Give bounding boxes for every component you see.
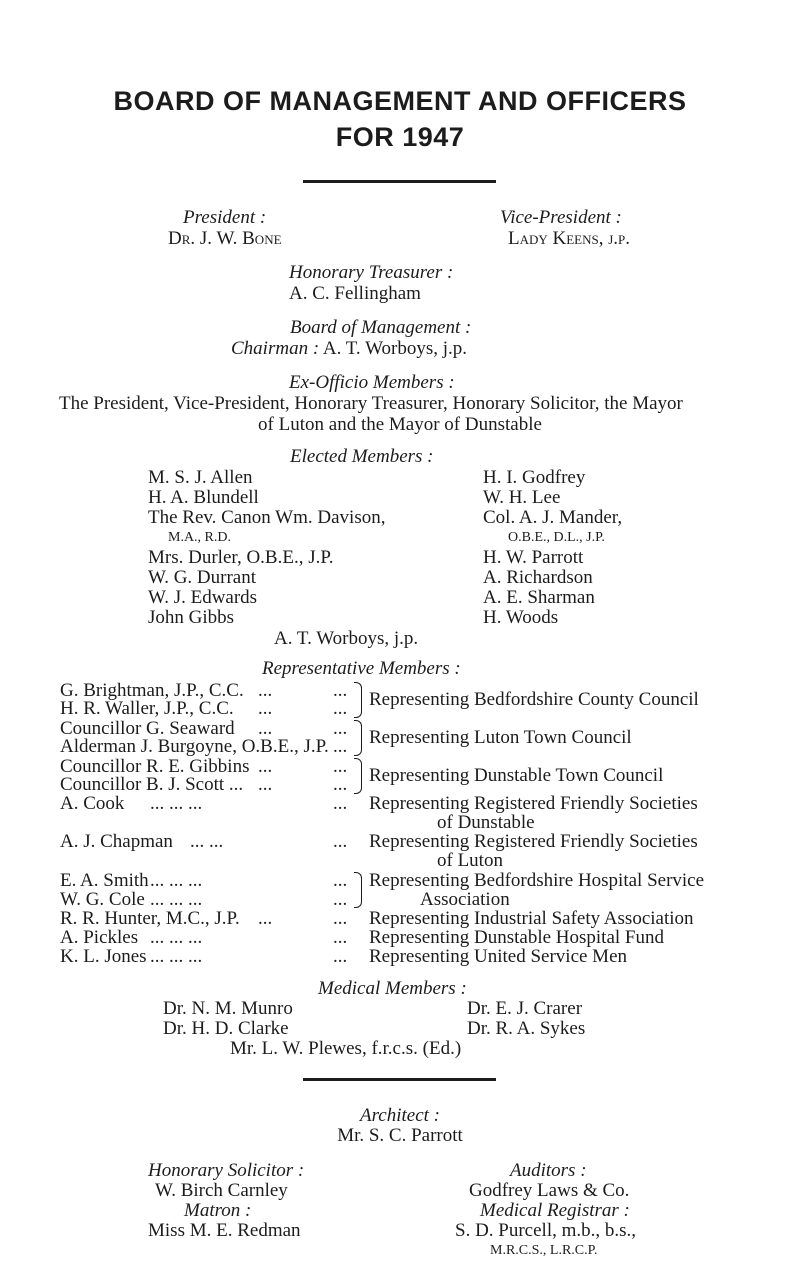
ex-officio-line2 <box>0 414 800 436</box>
elected-left-4: Mrs. Durler, O.B.E., J.P. <box>148 547 334 568</box>
president-label: President : <box>183 207 267 228</box>
elected-right-2: Col. A. J. Mander, <box>483 507 623 528</box>
rep-conn-9: ... <box>333 889 348 910</box>
medical-right-1: Dr. R. A. Sykes <box>467 1018 586 1039</box>
elected-left-2: The Rev. Canon Wm. Davison, <box>148 507 386 528</box>
rep-conn-1: ... <box>333 698 348 719</box>
rep-conn-11: ... <box>333 927 348 948</box>
chairman-label: Chairman : <box>231 338 320 359</box>
rep-desc-1: Representing Luton Town Council <box>369 727 632 748</box>
elected-right-3: O.B.E., D.L., J.P. <box>508 530 605 545</box>
auditors-label: Auditors : <box>510 1160 587 1181</box>
rep-desc-0: Representing Bedfordshire County Council <box>369 689 699 710</box>
rep-conn-3: ... <box>333 736 348 757</box>
rep-conn-8: ... <box>333 870 348 891</box>
chairman-name: A. T. Worboys, j.p. <box>322 338 468 359</box>
rep-dots-5: ... <box>258 774 273 795</box>
matron-label: Matron : <box>184 1200 252 1221</box>
president-name: Dr. J. W. Bone <box>168 228 282 249</box>
elected-center: A. T. Worboys, j.p. <box>274 628 419 649</box>
rep-name-10: R. R. Hunter, M.C., J.P. <box>60 908 240 929</box>
elected-right-5: A. Richardson <box>483 567 593 588</box>
rep-desc-4: of Dunstable <box>437 812 535 833</box>
rep-conn-0: ... <box>333 680 348 701</box>
rep-conn-7: ... <box>333 831 348 852</box>
rep-conn-10: ... <box>333 908 348 929</box>
registrar-name: S. D. Purcell, m.b., b.s., <box>455 1220 637 1241</box>
rep-dots-7: ... ... <box>190 831 224 852</box>
brace-hospital-service <box>354 872 362 908</box>
section-divider <box>303 1078 496 1081</box>
rep-conn-4: ... <box>333 756 348 777</box>
treasurer-label: Honorary Treasurer : <box>289 262 454 283</box>
rep-dots-9: ... ... ... <box>150 889 203 910</box>
solicitor-name: W. Birch Carnley <box>155 1180 288 1201</box>
representative-label: Representative Members : <box>262 658 461 679</box>
registrar-quals: M.R.C.S., L.R.C.P. <box>490 1243 598 1258</box>
rep-name-0: G. Brightman, J.P., C.C. <box>60 680 244 701</box>
rep-desc-8: Association <box>420 889 510 910</box>
rep-name-8: E. A. Smith <box>60 870 149 891</box>
rep-desc-7: Representing Bedfordshire Hospital Service <box>369 870 705 891</box>
ex-officio-label: Ex-Officio Members : <box>289 372 455 393</box>
page-title-line2: FOR 1947 <box>335 122 465 152</box>
rep-conn-12: ... <box>333 946 348 967</box>
elected-label: Elected Members : <box>290 446 434 467</box>
rep-name-4: Councillor R. E. Gibbins <box>60 756 250 777</box>
rep-desc-9: Representing Industrial Safety Association <box>369 908 694 929</box>
matron-name: Miss M. E. Redman <box>148 1220 301 1241</box>
medical-label: Medical Members : <box>318 978 467 999</box>
registrar-label: Medical Registrar : <box>480 1200 630 1221</box>
vice-president-label: Vice-President : <box>500 207 622 228</box>
elected-left-1: H. A. Blundell <box>148 487 259 508</box>
ex-officio-line1: The President, Vice-President, Honorary Treasurer, Honorary Solicitor, the Mayor <box>59 393 683 414</box>
rep-name-3: Alderman J. Burgoyne, O.B.E., J.P. <box>60 736 329 757</box>
medical-left-0: Dr. N. M. Munro <box>163 998 293 1019</box>
rep-desc-10: Representing Dunstable Hospital Fund <box>369 927 664 948</box>
rep-conn-6: ... <box>333 793 348 814</box>
ex-officio-line2-text: of Luton and the Mayor of Dunstable <box>258 414 542 435</box>
rep-dots-8: ... ... ... <box>150 870 203 891</box>
rep-conn-2: ... <box>333 718 348 739</box>
rep-dots-10: ... <box>258 908 273 929</box>
brace-bedfordshire-cc <box>354 682 362 718</box>
board-label: Board of Management : <box>290 317 472 338</box>
rep-dots-11: ... ... ... <box>150 927 203 948</box>
rep-name-9: W. G. Cole <box>60 889 145 910</box>
architect-name: Mr. S. C. Parrott <box>337 1125 463 1146</box>
title-divider <box>303 180 496 183</box>
elected-right-0: H. I. Godfrey <box>483 467 586 488</box>
rep-desc-6: of Luton <box>437 850 503 871</box>
rep-name-7: A. J. Chapman <box>60 831 173 852</box>
rep-dots-6: ... ... ... <box>150 793 203 814</box>
elected-right-1: W. H. Lee <box>483 487 561 508</box>
page-title-line1: BOARD OF MANAGEMENT AND OFFICERS <box>113 86 687 116</box>
elected-right-4: H. W. Parrott <box>483 547 584 568</box>
rep-name-1: H. R. Waller, J.P., C.C. <box>60 698 234 719</box>
medical-right-0: Dr. E. J. Crarer <box>467 998 583 1019</box>
auditors-name: Godfrey Laws & Co. <box>469 1180 630 1201</box>
rep-name-5: Councillor B. J. Scott ... <box>60 774 244 795</box>
rep-name-12: K. L. Jones <box>60 946 147 967</box>
treasurer-name: A. C. Fellingham <box>289 283 421 304</box>
rep-name-6: A. Cook <box>60 793 125 814</box>
solicitor-label: Honorary Solicitor : <box>148 1160 305 1181</box>
rep-desc-11: Representing United Service Men <box>369 946 628 967</box>
elected-right-6: A. E. Sharman <box>483 587 595 608</box>
rep-dots-1: ... <box>258 698 273 719</box>
rep-desc-3: Representing Registered Friendly Societies <box>369 793 698 814</box>
elected-left-0: M. S. J. Allen <box>148 467 253 488</box>
elected-left-7: John Gibbs <box>148 607 235 628</box>
medical-center: Mr. L. W. Plewes, f.r.c.s. (Ed.) <box>230 1038 462 1059</box>
rep-desc-2: Representing Dunstable Town Council <box>369 765 664 786</box>
rep-dots-12: ... ... ... <box>150 946 203 967</box>
rep-name-2: Councillor G. Seaward <box>60 718 235 739</box>
elected-left-6: W. J. Edwards <box>148 587 258 608</box>
vice-president-name: Lady Keens, j.p. <box>507 228 630 249</box>
brace-luton-tc <box>354 720 362 756</box>
rep-dots-2: ... <box>258 718 273 739</box>
medical-left-1: Dr. H. D. Clarke <box>163 1018 289 1039</box>
architect-label: Architect : <box>359 1105 440 1126</box>
rep-desc-5: Representing Registered Friendly Societies <box>369 831 698 852</box>
rep-dots-0: ... <box>258 680 273 701</box>
brace-dunstable-tc <box>354 758 362 794</box>
elected-left-3: M.A., R.D. <box>168 530 232 545</box>
elected-left-5: W. G. Durrant <box>148 567 256 588</box>
rep-dots-4: ... <box>258 756 273 777</box>
elected-right-7: H. Woods <box>483 607 559 628</box>
rep-name-11: A. Pickles <box>60 927 139 948</box>
chairman-line <box>231 338 467 360</box>
rep-conn-5: ... <box>333 774 348 795</box>
